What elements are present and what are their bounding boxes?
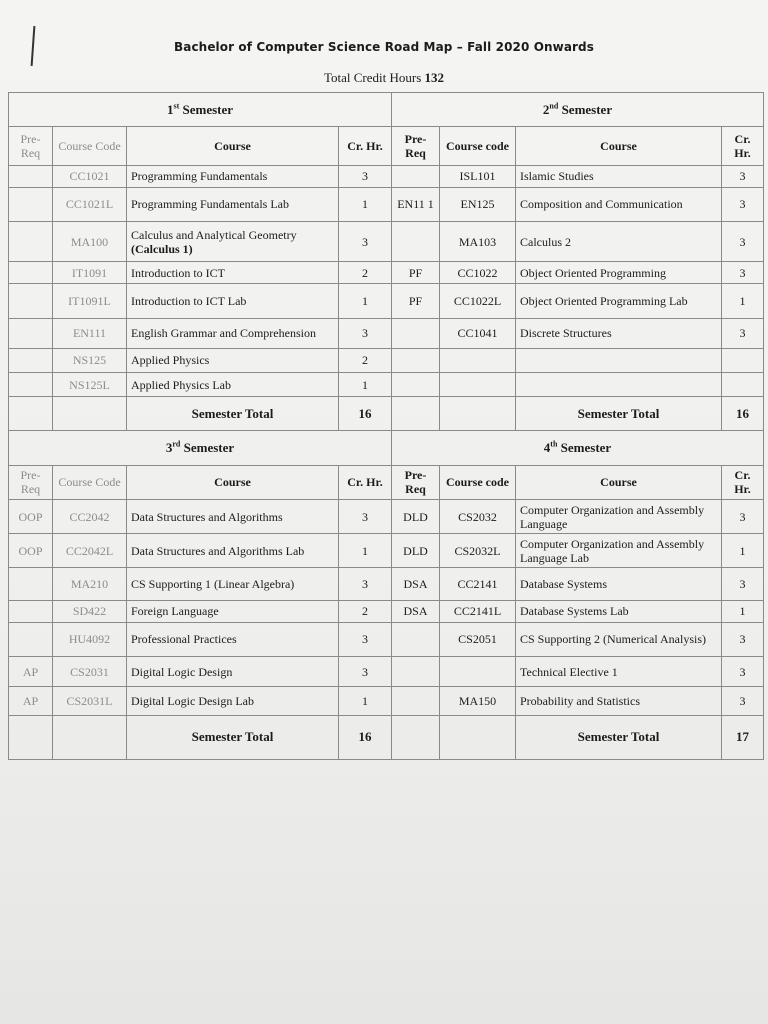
course-name: English Grammar and Comprehension [131,326,316,341]
credit-hours-cell: 1 [339,187,392,221]
credit-hours-cell: 3 [339,568,392,600]
credit-hours-cell: 3 [722,568,764,600]
prereq-cell [9,262,53,284]
table-row [9,373,764,397]
course-code-cell: CC2042L [53,534,127,568]
prereq-cell: DSA [392,600,440,622]
header-prereq: Pre-Req [392,127,440,165]
course-code-cell: CS2032L [440,534,516,568]
column-header-row [9,465,764,499]
prereq-cell [392,373,440,397]
course-name-cell [516,600,722,622]
header-course-code: Course Code [53,465,127,499]
semester-word: Semester [560,440,612,456]
header-course-code: Course code [440,127,516,165]
course-name-cell [127,687,339,715]
course-name-cell [516,348,722,372]
course-code-cell: MA210 [53,568,127,600]
semester-total-label: Semester Total [127,397,339,431]
course-name: Object Oriented Programming Lab [520,294,688,309]
course-name-cell [516,657,722,687]
prereq-cell [9,284,53,318]
header-course-code: Course Code [53,127,127,165]
course-code-cell: EN111 [53,318,127,348]
semester-total-value: 16 [722,397,764,431]
course-code-cell: CC1041 [440,318,516,348]
empty-cell [53,715,127,759]
course-code-cell: MA103 [440,221,516,261]
empty-cell [53,397,127,431]
total-credit-hours [0,70,768,86]
credit-hours-cell: 1 [339,534,392,568]
semester-heading-s4 [392,431,764,465]
semester-heading-s1 [9,93,392,127]
course-code-cell [440,373,516,397]
prereq-cell [9,373,53,397]
prereq-cell: OOP [9,499,53,533]
semester-number: 1 [166,101,174,117]
prereq-cell: PF [392,262,440,284]
prereq-cell [9,568,53,600]
table-row [9,687,764,715]
semester-word: Semester [182,101,234,117]
header-course-code: Course code [440,465,516,499]
course-name: Probability and Statistics [520,693,640,708]
course-name-cell [127,221,339,261]
course-code-cell: NS125 [53,348,127,372]
table-row [9,318,764,348]
prereq-cell [392,318,440,348]
semester-total-label: Semester Total [516,397,722,431]
course-name-cell [516,221,722,261]
course-name: Islamic Studies [520,169,594,184]
course-name-cell [516,187,722,221]
empty-cell [9,715,53,759]
table-row [9,499,764,533]
total-credit-label: Total Credit Hours [323,70,422,85]
course-name: Applied Physics [131,353,210,368]
roadmap-table [8,92,764,760]
header-credit-hours: Cr. Hr. [339,127,392,165]
course-code-cell: MA150 [440,687,516,715]
prereq-cell: AP [9,687,53,715]
prereq-cell [392,687,440,715]
course-name: CS Supporting 2 (Numerical Analysis) [520,632,706,647]
course-name-cell [516,622,722,656]
course-code-cell: SD422 [53,600,127,622]
semester-header-row [9,93,764,127]
course-name: Database Systems [520,577,607,592]
course-name: Data Structures and Algorithms Lab [131,543,305,558]
empty-cell [9,397,53,431]
credit-hours-cell: 3 [339,318,392,348]
table-row [9,534,764,568]
course-name-cell [516,373,722,397]
credit-hours-cell: 3 [722,221,764,261]
header-course: Course [516,127,722,165]
course-code-cell: CS2051 [440,622,516,656]
course-code-cell: CC1022L [440,284,516,318]
course-name-cell [127,657,339,687]
course-name-cell [127,534,339,568]
header-credit-hours: Cr. Hr. [339,465,392,499]
credit-hours-cell: 3 [339,499,392,533]
course-name: Database Systems Lab [520,604,629,619]
course-code-cell: CC2141 [440,568,516,600]
prereq-cell [9,348,53,372]
course-code-cell: CC1022 [440,262,516,284]
header-course: Course [516,465,722,499]
semester-total-value: 16 [339,715,392,759]
course-code-cell: MA100 [53,221,127,261]
prereq-cell [392,165,440,187]
semester-ordinal: th [550,439,558,449]
credit-hours-cell: 3 [339,657,392,687]
header-course: Course [127,127,339,165]
semester-total-value: 16 [339,397,392,431]
course-name-cell [516,499,722,533]
course-code-cell: NS125L [53,373,127,397]
course-name-cell [127,600,339,622]
semester-total-label: Semester Total [516,715,722,759]
table-row [9,657,764,687]
course-name-cell [127,622,339,656]
course-code-cell: CC2042 [53,499,127,533]
empty-cell [440,715,516,759]
course-code-cell: CS2032 [440,499,516,533]
course-code-cell: CS2031 [53,657,127,687]
prereq-cell [392,221,440,261]
credit-hours-cell: 3 [722,318,764,348]
column-header-row [9,127,764,165]
course-name-cell [127,568,339,600]
course-name-cell [127,187,339,221]
table-row [9,221,764,261]
semester-total-label: Semester Total [127,715,339,759]
semester-number: 4 [543,440,551,456]
prereq-cell [392,348,440,372]
document-title: Bachelor of Computer Science Road Map – Fall 2020 Onwards [174,40,594,54]
course-code-cell: CC1021 [53,165,127,187]
prereq-cell [392,622,440,656]
prereq-cell [9,165,53,187]
course-name: Programming Fundamentals Lab [131,197,289,212]
credit-hours-cell: 3 [339,622,392,656]
course-code-cell: IT1091L [53,284,127,318]
credit-hours-cell: 2 [339,600,392,622]
credit-hours-cell [722,373,764,397]
course-name: Discrete Structures [520,326,612,341]
prereq-cell [392,657,440,687]
course-code-cell [440,348,516,372]
semester-ordinal: nd [549,101,559,111]
course-name-cell [127,373,339,397]
prereq-cell: EN11 1 [392,187,440,221]
table-row [9,600,764,622]
course-name: Computer Organization and Assembly Language [520,502,705,531]
course-name: Object Oriented Programming [520,265,666,280]
prereq-cell: DLD [392,534,440,568]
course-name: Introduction to ICT Lab [131,294,247,309]
credit-hours-cell: 1 [722,534,764,568]
credit-hours-cell: 1 [339,284,392,318]
course-name-cell [516,534,722,568]
prereq-cell: DSA [392,568,440,600]
header-prereq: Pre-Req [9,465,53,499]
prereq-cell [9,622,53,656]
course-name: Calculus 2 [520,234,571,249]
course-name: Data Structures and Algorithms [131,509,283,524]
course-name-cell [516,318,722,348]
course-name: Applied Physics Lab [131,377,231,392]
course-name: Calculus and Analytical Geometry [131,227,297,242]
course-name: Technical Elective 1 [520,664,618,679]
empty-cell [392,715,440,759]
course-name: Digital Logic Design [131,664,233,679]
table-row [9,622,764,656]
course-name-cell [516,165,722,187]
table-row [9,348,764,372]
table-row [9,568,764,600]
semester-total-value: 17 [722,715,764,759]
course-code-cell [440,657,516,687]
prereq-cell [9,318,53,348]
course-name: Programming Fundamentals [131,169,268,184]
course-code-cell: ISL101 [440,165,516,187]
credit-hours-cell: 3 [722,687,764,715]
semester-heading-s3 [9,431,392,465]
credit-hours-cell: 2 [339,348,392,372]
course-code-cell: CC2141L [440,600,516,622]
credit-hours-cell: 3 [722,499,764,533]
credit-hours-cell: 3 [722,657,764,687]
course-code-cell: IT1091 [53,262,127,284]
credit-hours-cell: 3 [722,165,764,187]
course-name-cell [127,348,339,372]
course-name-cell [516,687,722,715]
credit-hours-cell: 2 [339,262,392,284]
header-credit-hours: Cr. Hr. [722,127,764,165]
credit-hours-cell: 3 [722,262,764,284]
course-name-cell [127,262,339,284]
course-name-cell [127,284,339,318]
credit-hours-cell: 3 [339,165,392,187]
prereq-cell [9,221,53,261]
course-name: Foreign Language [131,604,219,619]
prereq-cell [9,187,53,221]
credit-hours-cell: 3 [722,622,764,656]
course-name-cell [127,318,339,348]
header-prereq: Pre-Req [392,465,440,499]
empty-cell [440,397,516,431]
prereq-cell: DLD [392,499,440,533]
semester-heading-s2 [392,93,764,127]
semester-ordinal: rd [172,439,181,449]
prereq-cell [9,600,53,622]
table-row [9,284,764,318]
course-name-emphasis: (Calculus 1) [131,241,193,256]
credit-hours-cell: 3 [339,221,392,261]
course-name: Professional Practices [131,632,237,647]
credit-hours-cell: 1 [339,373,392,397]
header-prereq: Pre-Req [9,127,53,165]
course-name-cell [516,284,722,318]
credit-hours-cell: 1 [339,687,392,715]
total-credit-value: 132 [424,70,445,85]
table-row [9,262,764,284]
credit-hours-cell [722,348,764,372]
header-credit-hours: Cr. Hr. [722,465,764,499]
course-name: CS Supporting 1 (Linear Algebra) [131,577,295,592]
semester-number: 2 [542,101,550,117]
empty-cell [392,397,440,431]
course-code-cell: HU4092 [53,622,127,656]
course-name: Composition and Communication [520,197,683,212]
semester-word: Semester [561,101,613,117]
table-row [9,187,764,221]
semester-word: Semester [183,440,235,456]
semester-number: 3 [165,440,173,456]
course-name: Digital Logic Design Lab [131,693,254,708]
credit-hours-cell: 1 [722,600,764,622]
course-name: Computer Organization and Assembly Language Lab [520,536,705,565]
prereq-cell: OOP [9,534,53,568]
prereq-cell: AP [9,657,53,687]
semester-total-row [9,715,764,759]
course-name-cell [127,165,339,187]
course-name-cell [127,499,339,533]
semester-ordinal: st [173,101,180,111]
course-name: Introduction to ICT [131,265,225,280]
semester-header-row [9,431,764,465]
course-code-cell: CC1021L [53,187,127,221]
course-name-cell [516,262,722,284]
credit-hours-cell: 3 [722,187,764,221]
header-course: Course [127,465,339,499]
credit-hours-cell: 1 [722,284,764,318]
table-row [9,165,764,187]
semester-total-row [9,397,764,431]
course-name-cell [516,568,722,600]
course-code-cell: CS2031L [53,687,127,715]
prereq-cell: PF [392,284,440,318]
course-code-cell: EN125 [440,187,516,221]
